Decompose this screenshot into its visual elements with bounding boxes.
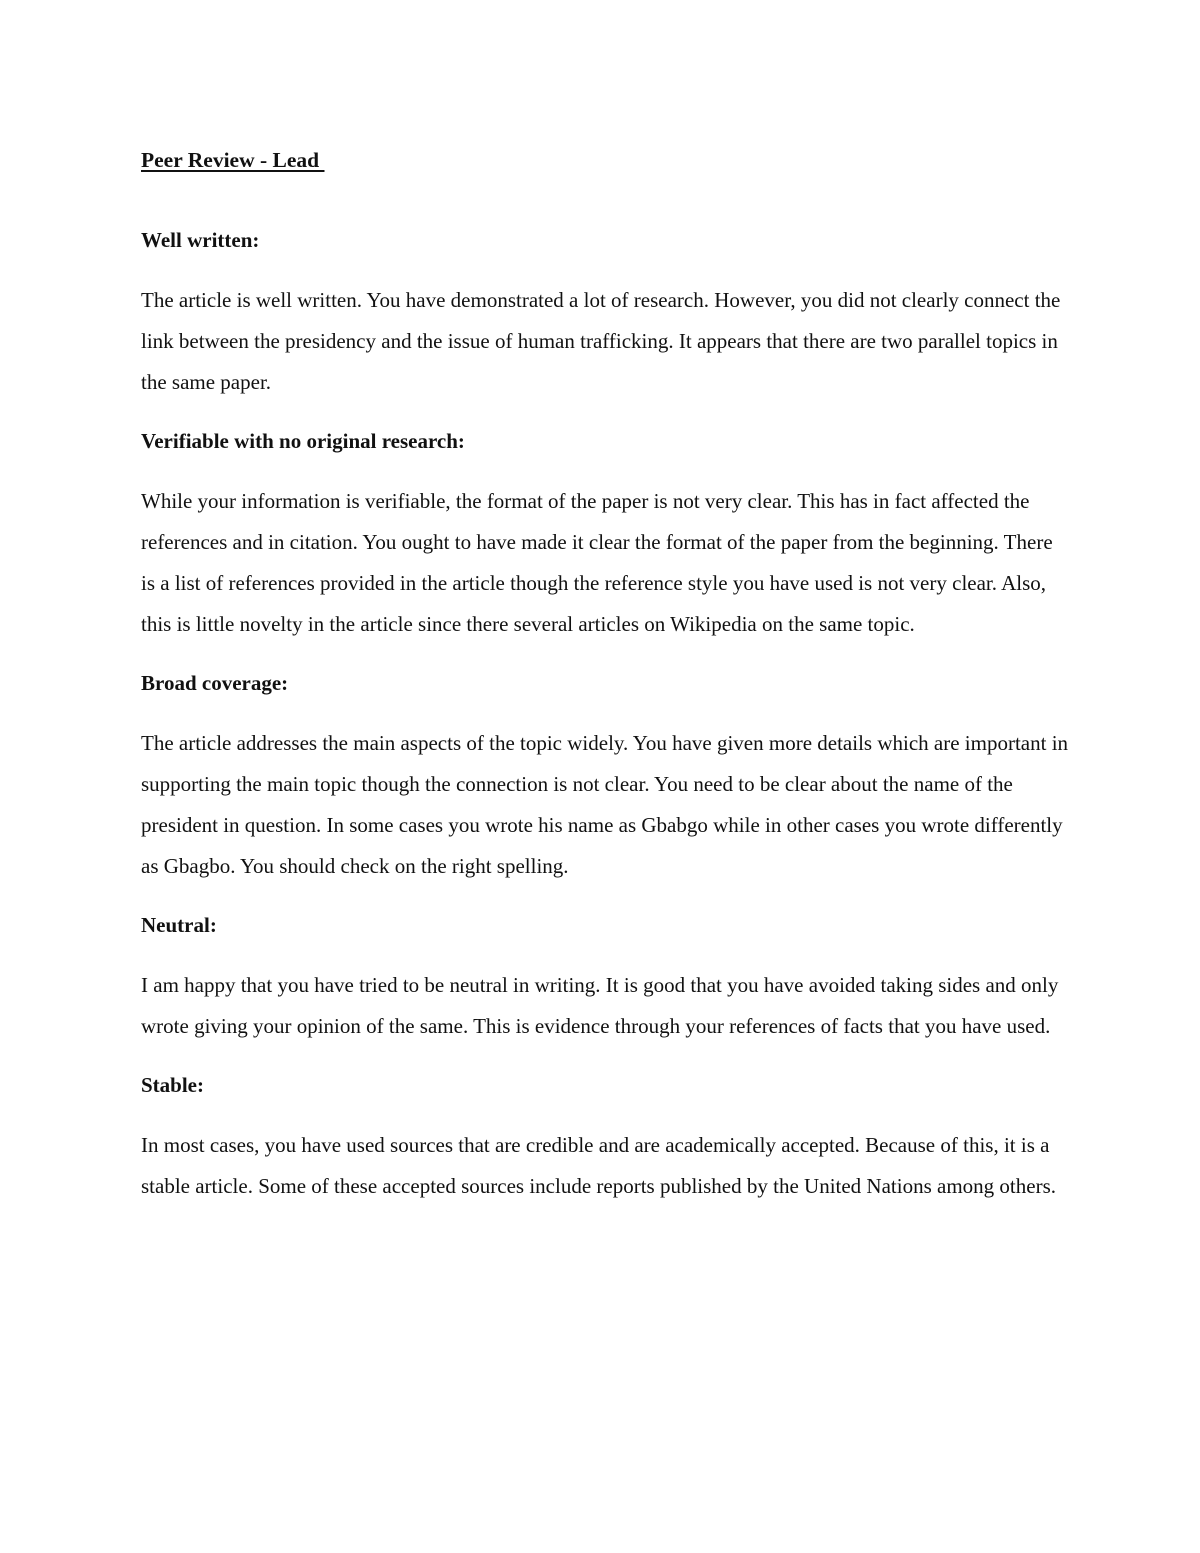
section-verifiable: [141, 421, 1071, 645]
section-paragraph: While your information is verifiable, the format of the paper is not very clear. This has in fact affected the references and in citation. You ought to have made it clear the format of the paper from the beginning. There is a list of references provided in the article though the reference style you have used is not very clear. Also, this is little novelty in the article since there several articles on Wikipedia on the same topic.: [141, 489, 1053, 636]
section-paragraph: In most cases, you have used sources that are credible and are academically accepted. Because of this, it is a stable article. Some of these accepted sources include reports published by the United Nations among others.: [141, 1133, 1056, 1198]
section-heading: Well written:: [141, 228, 260, 252]
section-paragraph: I am happy that you have tried to be neutral in writing. It is good that you have avoided taking sides and only wrote giving your opinion of the same. This is evidence through your references of facts that you have used.: [141, 973, 1059, 1038]
section-heading: Broad coverage:: [141, 671, 289, 695]
section-well-written: [141, 220, 1071, 403]
document-title: Peer Review - Lead: [141, 148, 325, 172]
section-broad-coverage: [141, 663, 1071, 887]
section-heading: Stable:: [141, 1073, 204, 1097]
section-stable: [141, 1065, 1071, 1207]
section-paragraph: The article addresses the main aspects of the topic widely. You have given more details which are important in supporting the main topic though the connection is not clear. You need to be clear about the name of the president in question. In some cases you wrote his name as Gbabgo while in other cases you wrote differently as Gbagbo. You should check on the right spelling.: [141, 731, 1069, 878]
section-heading: Neutral:: [141, 913, 217, 937]
section-heading: Verifiable with no original research:: [141, 429, 465, 453]
section-paragraph: The article is well written. You have demonstrated a lot of research. However, you did not clearly connect the link between the presidency and the issue of human trafficking. It appears that there are two parallel topics in the same paper.: [141, 288, 1061, 394]
document-body: [141, 140, 1071, 1207]
section-neutral: [141, 905, 1071, 1047]
